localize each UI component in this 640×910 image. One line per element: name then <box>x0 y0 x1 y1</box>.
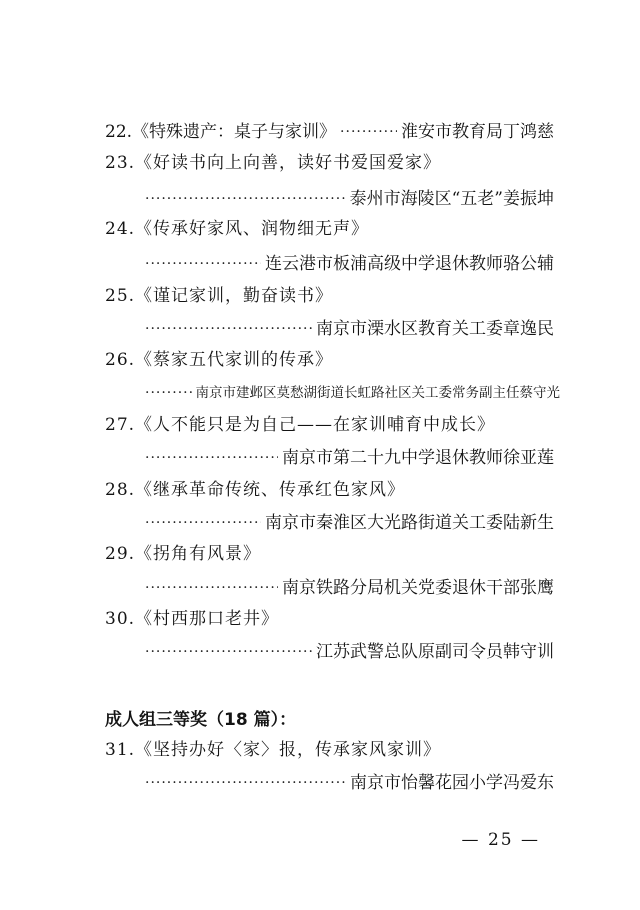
entry-27-author-line <box>145 445 554 471</box>
entry-author: 南京市秦淮区大光路街道关工委陆新生 <box>265 513 554 533</box>
entry-author: 南京市第二十九中学退休教师徐亚莲 <box>282 448 554 468</box>
entry-31-title: 31.《坚持办好〈家〉报，传承家风家训》 <box>105 740 442 760</box>
leader-dots <box>145 251 261 277</box>
leader-dots <box>340 119 397 145</box>
leader-dots <box>145 186 346 212</box>
leader-dots <box>145 380 192 406</box>
section-heading: 成人组三等奖（18 篇）： <box>105 710 297 730</box>
entry-30-author-line <box>145 639 554 665</box>
entry-22 <box>105 119 554 145</box>
entry-30-title: 30.《村西那口老井》 <box>105 609 280 629</box>
leader-dots <box>145 510 261 536</box>
entry-author: 泰州市海陵区“五老”姜振坤 <box>349 189 554 209</box>
entry-23-author-line <box>145 186 554 212</box>
entry-25-author-line <box>145 316 554 342</box>
entry-29-title: 29.《拐角有风景》 <box>105 544 262 564</box>
entry-author: 南京市溧水区教育关工委章逸民 <box>316 319 554 339</box>
page-number: — 25 — <box>461 830 540 850</box>
entry-author: 江苏武警总队原副司令员韩守训 <box>316 642 554 662</box>
entry-23-title: 23.《好读书向上向善，读好书爱国爱家》 <box>105 153 442 173</box>
entry-author: 连云港市板浦高级中学退休教师骆公辅 <box>265 254 554 274</box>
leader-dots <box>145 639 312 665</box>
entry-24-author-line <box>145 251 554 277</box>
entry-29-author-line <box>145 575 554 601</box>
entry-25-title: 25.《谨记家训，勤奋读书》 <box>105 286 334 306</box>
leader-dots <box>145 770 346 796</box>
entry-27-title: 27.《人不能只是为自己——在家训哺育中成长》 <box>105 415 496 435</box>
entry-26-title: 26.《蔡家五代家训的传承》 <box>105 350 334 370</box>
entry-28-author-line <box>145 510 554 536</box>
entry-title: 22.《特殊遗产：桌子与家训》 <box>105 122 337 142</box>
entry-24-title: 24.《传承好家风、润物细无声》 <box>105 219 370 239</box>
entry-author: 南京市怡馨花园小学冯爱东 <box>350 773 554 793</box>
entry-author: 南京市建邺区莫愁湖街道长虹路社区关工委常务副主任蔡守光 <box>195 385 560 401</box>
leader-dots <box>145 316 312 342</box>
entry-31-author-line <box>145 770 554 796</box>
leader-dots <box>145 445 278 471</box>
entry-author: 淮安市教育局丁鸿慈 <box>401 122 554 142</box>
entry-28-title: 28.《继承革命传统、传承红色家风》 <box>105 480 406 500</box>
entry-26-author-line <box>145 380 560 406</box>
entry-author: 南京铁路分局机关党委退休干部张鹰 <box>282 578 554 598</box>
leader-dots <box>145 575 278 601</box>
